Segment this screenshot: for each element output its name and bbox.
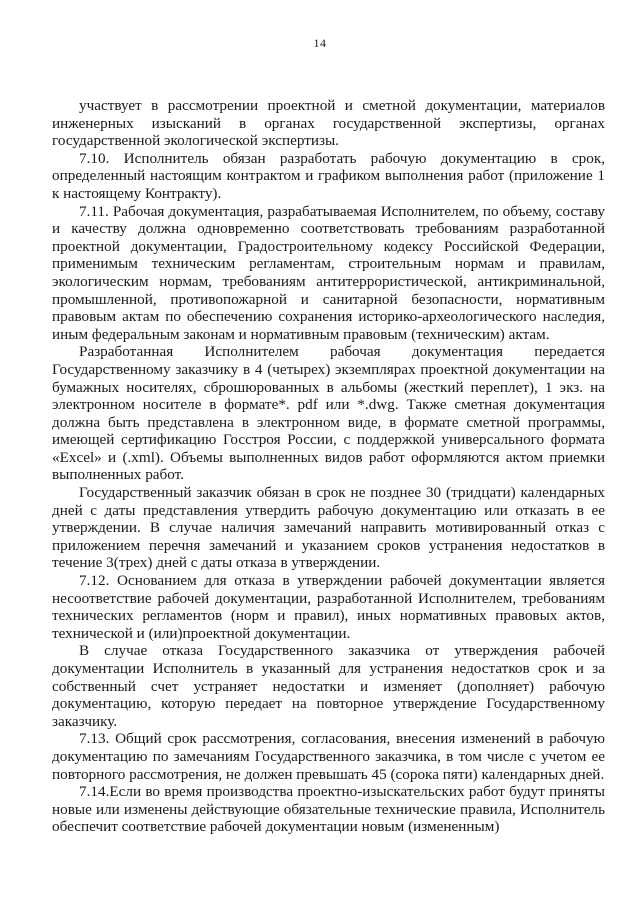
document-body [52, 97, 605, 836]
paragraph-refusal-case: В случае отказа Государственного заказчика от утверждения рабочей документации Исполнитель в указанный для устранения недостатков срок и за собственный счет устраняет недостатки и изменяет (дополняет) рабочую документацию, которую передает на повторное утверждение Государственному заказчику. [52, 642, 605, 730]
paragraph-approval-term: Государственный заказчик обязан в срок не позднее 30 (тридцати) календарных дней с даты представления утвердить рабочую документацию или отказать в ее утверждении. В случае наличия замечаний направить мотивированный отказ с приложением перечня замечаний и указанием сроков устранения недостатков в течение 3(трех) дней с даты отказа в утверждении. [52, 484, 605, 572]
paragraph-7-11: 7.11. Рабочая документация, разрабатываемая Исполнителем, по объему, составу и качеству должна одновременно соответствовать требованиям разработанной проектной документации, Градостроительному кодексу Российской Федерации, применимым техническим регламентам, строительным нормам и правилам, экологическим нормам, требованиям антитеррористической, антикриминальной, промышленной, противопожарной и санитарной безопасности, нормативным правовым актам по обеспечению сохранения историко-археологического наследия, иным федеральным законам и нормативным правовым (техническим) актам. [52, 202, 605, 343]
paragraph-documentation-transfer: Разработанная Исполнителем рабочая документация передается Государственному заказчику в 4 (четырех) экземплярах проектной документации на бумажных носителях, сброшюрованных в альбомы (жесткий переплет), 1 экз. на электронном носителе в формате*. pdf или *.dwg. Также сметная документация должна быть представлена в электронном виде, в формате сметной программы, имеющей сертификацию Госстроя России, с поддержкой универсального формата «Excel» и (.xml). Объемы выполненных видов работ оформляются актом приемки выполненных работ. [52, 343, 605, 484]
paragraph-continuation: участвует в рассмотрении проектной и сметной документации, материалов инженерных изысканий в органах государственной экспертизы, органах государственной экологической экспертизы. [52, 97, 605, 150]
paragraph-7-10: 7.10. Исполнитель обязан разработать рабочую документацию в срок, определенный настоящим контрактом и графиком выполнения работ (приложение 1 к настоящему Контракту). [52, 149, 605, 202]
paragraph-7-13: 7.13. Общий срок рассмотрения, согласования, внесения изменений в рабочую документацию по замечаниям Государственного заказчика, в том числе с учетом ее повторного рассмотрения, не должен превышать 45 (сорока пяти) календарных дней. [52, 730, 605, 783]
paragraph-7-14: 7.14.Если во время производства проектно-изыскательских работ будут приняты новые или изменены действующие обязательные технические правила, Исполнитель обеспечит соответствие рабочей документации новым (измененным) [52, 783, 605, 836]
page-number: 14 [313, 36, 327, 50]
paragraph-7-12: 7.12. Основанием для отказа в утверждении рабочей документации является несоответствие рабочей документации, разработанной Исполнителем, требованиям технических регламентов (норм и правил), иных нормативных правовых актов, технической и (или)проектной документации. [52, 572, 605, 642]
